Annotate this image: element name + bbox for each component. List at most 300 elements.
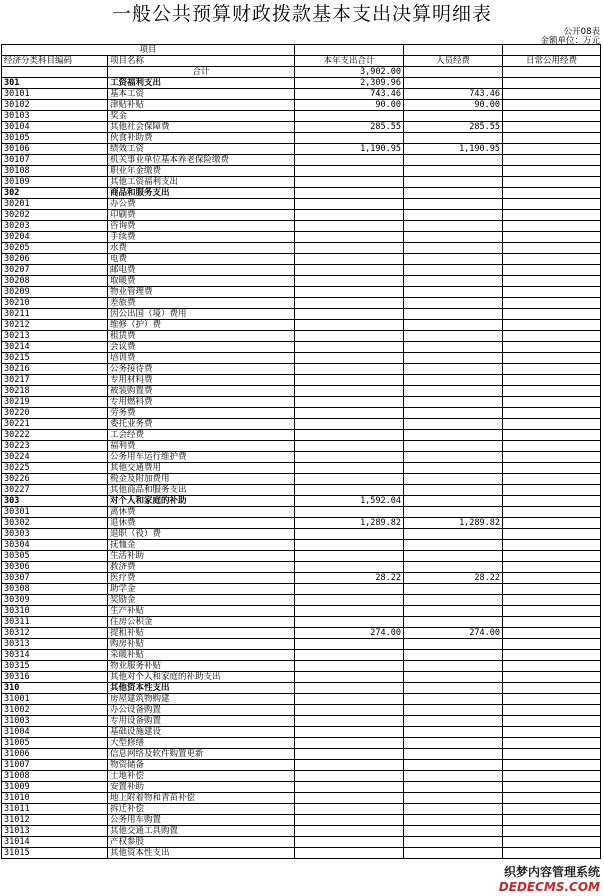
row-code: 30205 bbox=[2, 243, 108, 254]
row-total bbox=[295, 419, 404, 430]
table-row bbox=[2, 606, 601, 617]
row-public bbox=[503, 364, 601, 375]
row-name: 购房补贴 bbox=[108, 639, 295, 650]
table-row bbox=[2, 826, 601, 837]
row-personnel bbox=[404, 584, 503, 595]
page-title: 一般公共预算财政拨款基本支出决算明细表 bbox=[111, 3, 492, 25]
row-code: 31012 bbox=[2, 815, 108, 826]
row-name: 专用设备购置 bbox=[108, 716, 295, 727]
row-total bbox=[295, 430, 404, 441]
row-personnel bbox=[404, 397, 503, 408]
row-code: 31002 bbox=[2, 705, 108, 716]
row-code: 30203 bbox=[2, 221, 108, 232]
row-personnel bbox=[404, 276, 503, 287]
row-code: 30201 bbox=[2, 199, 108, 210]
row-total bbox=[295, 441, 404, 452]
row-personnel bbox=[404, 408, 503, 419]
row-personnel bbox=[404, 111, 503, 122]
row-personnel bbox=[404, 353, 503, 364]
row-name: 差旅费 bbox=[108, 298, 295, 309]
table-row bbox=[2, 595, 601, 606]
row-name: 商品和服务支出 bbox=[108, 188, 295, 199]
row-personnel bbox=[404, 804, 503, 815]
row-personnel bbox=[404, 705, 503, 716]
row-personnel: 1,289.82 bbox=[404, 518, 503, 529]
row-public bbox=[503, 749, 601, 760]
header-blank bbox=[503, 45, 601, 56]
table-row bbox=[2, 221, 601, 232]
row-total bbox=[295, 199, 404, 210]
row-name: 其他交通工具购置 bbox=[108, 826, 295, 837]
row-public bbox=[503, 485, 601, 496]
row-public bbox=[503, 287, 601, 298]
row-code: 30302 bbox=[2, 518, 108, 529]
row-name: 租赁费 bbox=[108, 331, 295, 342]
row-code: 30315 bbox=[2, 661, 108, 672]
row-name: 印刷费 bbox=[108, 210, 295, 221]
row-total bbox=[295, 562, 404, 573]
row-code: 30202 bbox=[2, 210, 108, 221]
row-public bbox=[503, 386, 601, 397]
row-public bbox=[503, 804, 601, 815]
row-name: 信息网络及软件购置更新 bbox=[108, 749, 295, 760]
row-code: 30217 bbox=[2, 375, 108, 386]
row-code: 30218 bbox=[2, 386, 108, 397]
row-personnel bbox=[404, 177, 503, 188]
row-name: 采暖补贴 bbox=[108, 650, 295, 661]
row-code bbox=[2, 67, 108, 78]
row-code: 30304 bbox=[2, 540, 108, 551]
row-name: 职业年金缴费 bbox=[108, 166, 295, 177]
row-public bbox=[503, 573, 601, 584]
row-code: 30308 bbox=[2, 584, 108, 595]
table-row bbox=[2, 705, 601, 716]
row-public bbox=[503, 837, 601, 848]
table-row bbox=[2, 320, 601, 331]
row-total bbox=[295, 232, 404, 243]
row-personnel bbox=[404, 848, 503, 859]
row-total: 743.46 bbox=[295, 89, 404, 100]
row-personnel bbox=[404, 298, 503, 309]
row-name: 公务用车购置 bbox=[108, 815, 295, 826]
row-total bbox=[295, 529, 404, 540]
row-total bbox=[295, 243, 404, 254]
row-personnel bbox=[404, 386, 503, 397]
row-code: 30225 bbox=[2, 463, 108, 474]
row-public bbox=[503, 617, 601, 628]
row-code: 30101 bbox=[2, 89, 108, 100]
row-total bbox=[295, 815, 404, 826]
row-personnel bbox=[404, 639, 503, 650]
row-public bbox=[503, 265, 601, 276]
row-total bbox=[295, 320, 404, 331]
row-public bbox=[503, 540, 601, 551]
row-public bbox=[503, 606, 601, 617]
row-personnel bbox=[404, 166, 503, 177]
row-personnel bbox=[404, 463, 503, 474]
table-row bbox=[2, 584, 601, 595]
table-row bbox=[2, 144, 601, 155]
row-personnel bbox=[404, 474, 503, 485]
row-code: 30216 bbox=[2, 364, 108, 375]
row-personnel bbox=[404, 837, 503, 848]
table-row bbox=[2, 430, 601, 441]
row-public bbox=[503, 793, 601, 804]
row-personnel: 1,190.95 bbox=[404, 144, 503, 155]
row-public bbox=[503, 419, 601, 430]
row-public bbox=[503, 397, 601, 408]
row-code: 30103 bbox=[2, 111, 108, 122]
row-total bbox=[295, 683, 404, 694]
table-row bbox=[2, 89, 601, 100]
header-code: 经济分类科目编码 bbox=[2, 56, 108, 67]
row-total bbox=[295, 837, 404, 848]
row-total bbox=[295, 408, 404, 419]
row-total bbox=[295, 782, 404, 793]
row-name: 土地补偿 bbox=[108, 771, 295, 782]
row-total bbox=[295, 463, 404, 474]
row-name: 其他商品和服务支出 bbox=[108, 485, 295, 496]
row-personnel bbox=[404, 496, 503, 507]
table-row bbox=[2, 166, 601, 177]
row-total bbox=[295, 364, 404, 375]
row-name: 工资福利支出 bbox=[108, 78, 295, 89]
row-code: 31015 bbox=[2, 848, 108, 859]
table-row bbox=[2, 815, 601, 826]
row-public bbox=[503, 375, 601, 386]
row-code: 30222 bbox=[2, 430, 108, 441]
row-personnel bbox=[404, 430, 503, 441]
row-total bbox=[295, 133, 404, 144]
row-total bbox=[295, 584, 404, 595]
row-total bbox=[295, 474, 404, 485]
table-row bbox=[2, 232, 601, 243]
row-total: 285.55 bbox=[295, 122, 404, 133]
row-code: 31010 bbox=[2, 793, 108, 804]
table-row bbox=[2, 771, 601, 782]
row-total bbox=[295, 276, 404, 287]
table-row bbox=[2, 518, 601, 529]
row-code: 31011 bbox=[2, 804, 108, 815]
row-code: 31006 bbox=[2, 749, 108, 760]
row-public bbox=[503, 221, 601, 232]
row-personnel bbox=[404, 771, 503, 782]
row-total bbox=[295, 804, 404, 815]
row-total bbox=[295, 507, 404, 518]
row-code: 31013 bbox=[2, 826, 108, 837]
row-total bbox=[295, 771, 404, 782]
row-total bbox=[295, 672, 404, 683]
row-total bbox=[295, 342, 404, 353]
row-total bbox=[295, 188, 404, 199]
row-personnel bbox=[404, 199, 503, 210]
row-total bbox=[295, 221, 404, 232]
row-name: 会议费 bbox=[108, 342, 295, 353]
table-row bbox=[2, 672, 601, 683]
row-name: 其他对个人和家庭的补助支出 bbox=[108, 672, 295, 683]
row-name: 其他工资福利支出 bbox=[108, 177, 295, 188]
row-personnel bbox=[404, 320, 503, 331]
header-public: 日常公用经费 bbox=[503, 56, 601, 67]
row-total bbox=[295, 485, 404, 496]
row-total bbox=[295, 661, 404, 672]
row-code: 31007 bbox=[2, 760, 108, 771]
row-code: 30214 bbox=[2, 342, 108, 353]
row-name: 被装购置费 bbox=[108, 386, 295, 397]
row-personnel: 28.22 bbox=[404, 573, 503, 584]
row-total bbox=[295, 716, 404, 727]
row-name: 退休费 bbox=[108, 518, 295, 529]
row-public bbox=[503, 331, 601, 342]
row-code: 31009 bbox=[2, 782, 108, 793]
row-code: 31008 bbox=[2, 771, 108, 782]
row-name: 维修（护）费 bbox=[108, 320, 295, 331]
row-name: 税金及附加费用 bbox=[108, 474, 295, 485]
row-personnel bbox=[404, 188, 503, 199]
row-name: 因公出国（境）费用 bbox=[108, 309, 295, 320]
row-public bbox=[503, 188, 601, 199]
row-total bbox=[295, 111, 404, 122]
row-total bbox=[295, 287, 404, 298]
table-row bbox=[2, 485, 601, 496]
row-code: 30215 bbox=[2, 353, 108, 364]
row-personnel bbox=[404, 210, 503, 221]
row-name: 专用燃料费 bbox=[108, 397, 295, 408]
row-name: 医疗费 bbox=[108, 573, 295, 584]
table-number: 公开08表 bbox=[563, 27, 600, 37]
row-code: 31001 bbox=[2, 694, 108, 705]
row-name: 救济费 bbox=[108, 562, 295, 573]
row-code: 30311 bbox=[2, 617, 108, 628]
row-personnel bbox=[404, 243, 503, 254]
table-row bbox=[2, 419, 601, 430]
table-row bbox=[2, 650, 601, 661]
table-row bbox=[2, 496, 601, 507]
row-name: 绩效工资 bbox=[108, 144, 295, 155]
table-row bbox=[2, 177, 601, 188]
row-total bbox=[295, 375, 404, 386]
row-personnel bbox=[404, 793, 503, 804]
row-total bbox=[295, 793, 404, 804]
row-total bbox=[295, 155, 404, 166]
table-row bbox=[2, 276, 601, 287]
row-name: 其他资本性支出 bbox=[108, 848, 295, 859]
row-public bbox=[503, 276, 601, 287]
table-row bbox=[2, 562, 601, 573]
table-row bbox=[2, 243, 601, 254]
row-code: 30106 bbox=[2, 144, 108, 155]
header-blank bbox=[404, 45, 503, 56]
row-name: 物业管理费 bbox=[108, 287, 295, 298]
row-name: 办公设备购置 bbox=[108, 705, 295, 716]
row-public bbox=[503, 518, 601, 529]
row-public bbox=[503, 705, 601, 716]
row-personnel bbox=[404, 760, 503, 771]
row-total bbox=[295, 298, 404, 309]
row-public bbox=[503, 342, 601, 353]
row-public bbox=[503, 672, 601, 683]
row-code: 30107 bbox=[2, 155, 108, 166]
row-personnel bbox=[404, 331, 503, 342]
row-code: 30206 bbox=[2, 254, 108, 265]
table-row bbox=[2, 551, 601, 562]
table-row bbox=[2, 188, 601, 199]
row-code: 30108 bbox=[2, 166, 108, 177]
table-row bbox=[2, 265, 601, 276]
row-code: 302 bbox=[2, 188, 108, 199]
row-public bbox=[503, 243, 601, 254]
row-total bbox=[295, 331, 404, 342]
row-personnel bbox=[404, 221, 503, 232]
row-code: 30307 bbox=[2, 573, 108, 584]
row-name: 劳务费 bbox=[108, 408, 295, 419]
table-row bbox=[2, 397, 601, 408]
row-public bbox=[503, 584, 601, 595]
row-code: 30221 bbox=[2, 419, 108, 430]
row-total: 28.22 bbox=[295, 573, 404, 584]
row-total bbox=[295, 166, 404, 177]
row-total bbox=[295, 650, 404, 661]
row-public bbox=[503, 320, 601, 331]
row-name: 离休费 bbox=[108, 507, 295, 518]
row-personnel bbox=[404, 815, 503, 826]
row-personnel bbox=[404, 529, 503, 540]
expenditure-table bbox=[1, 44, 601, 859]
row-total bbox=[295, 617, 404, 628]
row-code: 30104 bbox=[2, 122, 108, 133]
table-row bbox=[2, 375, 601, 386]
row-name: 奖金 bbox=[108, 111, 295, 122]
row-total bbox=[295, 694, 404, 705]
table-header-row-1 bbox=[2, 45, 601, 56]
row-personnel bbox=[404, 309, 503, 320]
row-name: 其他交通费用 bbox=[108, 463, 295, 474]
row-code: 30227 bbox=[2, 485, 108, 496]
table-row bbox=[2, 287, 601, 298]
row-name: 福利费 bbox=[108, 441, 295, 452]
table-row bbox=[2, 540, 601, 551]
row-code: 31003 bbox=[2, 716, 108, 727]
table-row bbox=[2, 298, 601, 309]
table-row bbox=[2, 463, 601, 474]
table-row bbox=[2, 782, 601, 793]
table-row bbox=[2, 848, 601, 859]
table-row bbox=[2, 639, 601, 650]
row-public bbox=[503, 452, 601, 463]
row-code: 303 bbox=[2, 496, 108, 507]
table-row bbox=[2, 67, 601, 78]
row-total bbox=[295, 705, 404, 716]
row-personnel bbox=[404, 661, 503, 672]
row-public bbox=[503, 771, 601, 782]
table-row bbox=[2, 716, 601, 727]
row-public bbox=[503, 177, 601, 188]
row-personnel: 285.55 bbox=[404, 122, 503, 133]
row-personnel bbox=[404, 716, 503, 727]
table-row bbox=[2, 529, 601, 540]
row-public bbox=[503, 639, 601, 650]
row-personnel bbox=[404, 826, 503, 837]
row-name: 基础设施建设 bbox=[108, 727, 295, 738]
row-public bbox=[503, 760, 601, 771]
table-row bbox=[2, 793, 601, 804]
row-code: 30313 bbox=[2, 639, 108, 650]
row-name: 助学金 bbox=[108, 584, 295, 595]
row-public bbox=[503, 89, 601, 100]
row-name: 办公费 bbox=[108, 199, 295, 210]
watermark bbox=[497, 863, 602, 894]
row-name: 电费 bbox=[108, 254, 295, 265]
table-row bbox=[2, 837, 601, 848]
row-name: 手续费 bbox=[108, 232, 295, 243]
row-public bbox=[503, 430, 601, 441]
row-code: 30303 bbox=[2, 529, 108, 540]
row-code: 30310 bbox=[2, 606, 108, 617]
header-personnel: 人员经费 bbox=[404, 56, 503, 67]
table-row bbox=[2, 804, 601, 815]
table-row bbox=[2, 749, 601, 760]
row-public bbox=[503, 694, 601, 705]
table-row bbox=[2, 199, 601, 210]
row-personnel bbox=[404, 254, 503, 265]
row-name: 物资储备 bbox=[108, 760, 295, 771]
row-code: 30314 bbox=[2, 650, 108, 661]
row-personnel bbox=[404, 232, 503, 243]
row-name: 公务用车运行维护费 bbox=[108, 452, 295, 463]
row-total bbox=[295, 727, 404, 738]
row-personnel bbox=[404, 133, 503, 144]
row-personnel bbox=[404, 155, 503, 166]
row-code: 30208 bbox=[2, 276, 108, 287]
row-code: 30207 bbox=[2, 265, 108, 276]
row-public bbox=[503, 628, 601, 639]
table-row bbox=[2, 122, 601, 133]
row-total bbox=[295, 826, 404, 837]
row-public bbox=[503, 463, 601, 474]
row-total: 274.00 bbox=[295, 628, 404, 639]
row-code: 30224 bbox=[2, 452, 108, 463]
row-personnel: 743.46 bbox=[404, 89, 503, 100]
row-code: 31014 bbox=[2, 837, 108, 848]
row-total bbox=[295, 254, 404, 265]
row-personnel bbox=[404, 452, 503, 463]
row-public bbox=[503, 815, 601, 826]
row-total bbox=[295, 749, 404, 760]
row-code: 30306 bbox=[2, 562, 108, 573]
row-public bbox=[503, 551, 601, 562]
row-public bbox=[503, 683, 601, 694]
row-public bbox=[503, 210, 601, 221]
row-personnel bbox=[404, 782, 503, 793]
row-code: 30209 bbox=[2, 287, 108, 298]
row-personnel bbox=[404, 342, 503, 353]
row-total bbox=[295, 265, 404, 276]
row-personnel bbox=[404, 540, 503, 551]
row-personnel bbox=[404, 749, 503, 760]
row-public bbox=[503, 716, 601, 727]
table-row bbox=[2, 408, 601, 419]
table-row bbox=[2, 254, 601, 265]
row-total bbox=[295, 397, 404, 408]
row-public bbox=[503, 507, 601, 518]
table-row bbox=[2, 507, 601, 518]
row-public bbox=[503, 100, 601, 111]
row-personnel bbox=[404, 727, 503, 738]
row-public bbox=[503, 309, 601, 320]
row-public bbox=[503, 133, 601, 144]
row-code: 30102 bbox=[2, 100, 108, 111]
row-public bbox=[503, 67, 601, 78]
